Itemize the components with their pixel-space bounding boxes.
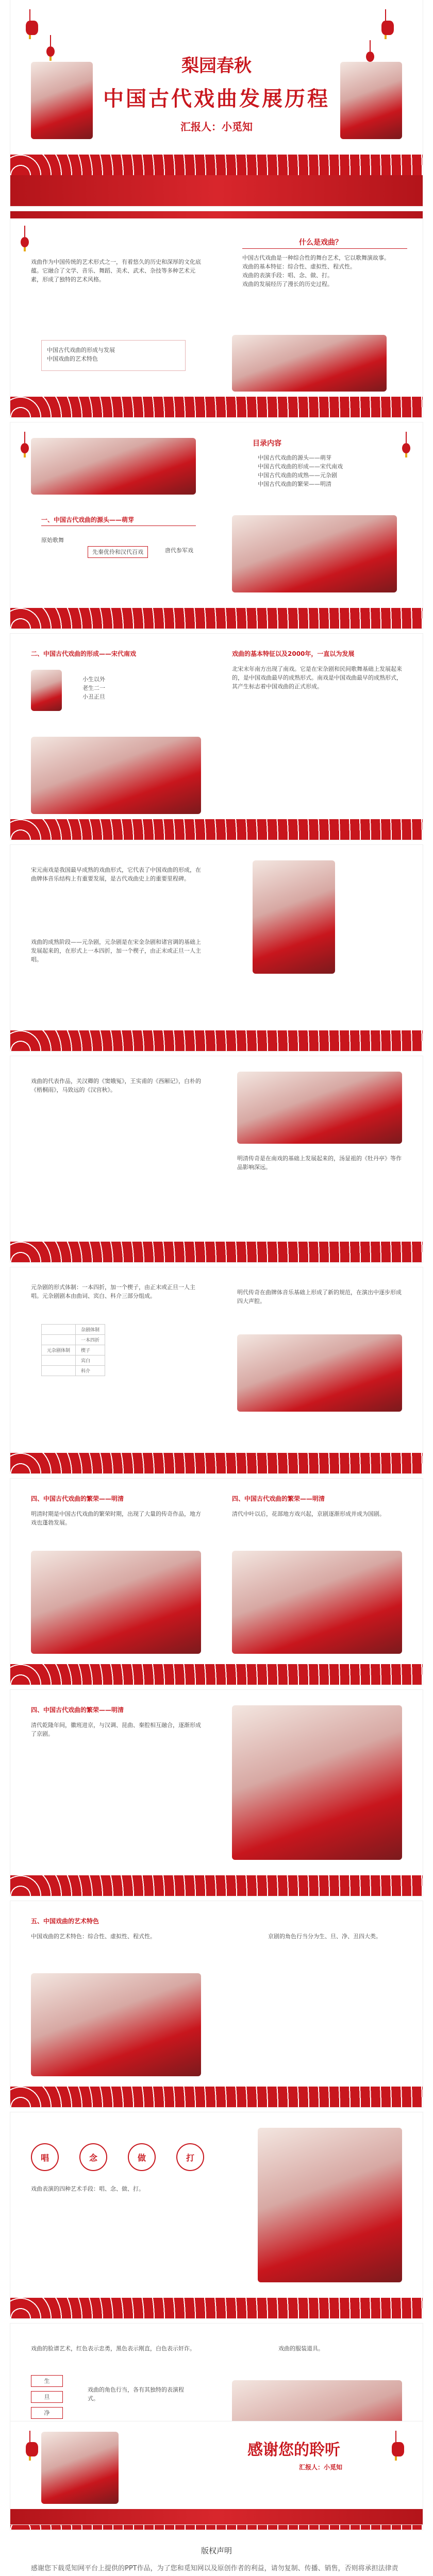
box-line: 中国戏曲的艺术特色 bbox=[47, 355, 98, 362]
option-item: 小丑正旦 bbox=[82, 693, 105, 700]
cloud-wave-decoration bbox=[10, 608, 423, 629]
lantern-icon bbox=[366, 52, 374, 62]
maturity-slide bbox=[10, 845, 423, 1051]
cloud-bar-decoration bbox=[10, 211, 423, 218]
cover-title-line1: 梨园春秋 bbox=[181, 56, 252, 76]
cloud-wave-decoration bbox=[10, 1453, 423, 1473]
table-cell bbox=[42, 1355, 76, 1366]
cloud-wave-decoration bbox=[10, 1030, 423, 1051]
makeup-paragraph: 戏曲的脸谱艺术，红色表示忠勇，黑色表示刚直，白色表示奸诈。 bbox=[31, 2345, 195, 2352]
end-reporter: 汇报人：小觅知 bbox=[299, 2464, 343, 2471]
section-tag: 四、中国古代戏曲的繁荣——明清 bbox=[31, 1706, 124, 1714]
copyright-section bbox=[0, 2545, 433, 2576]
section-tag: 戏曲的基本特征以及2000年，一直以为发展 bbox=[232, 650, 355, 657]
lantern-icon bbox=[21, 237, 29, 247]
structure-slide bbox=[10, 1267, 423, 1473]
lantern-icon bbox=[26, 2442, 38, 2456]
skill-item bbox=[176, 2143, 204, 2171]
flow-right: 唐代参军戏 bbox=[165, 547, 193, 554]
skill-label: 念 bbox=[89, 2153, 97, 2163]
skill-label: 做 bbox=[137, 2153, 146, 2163]
bullet-item: 中国古代戏曲是一种综合性的舞台艺术，它以歌舞演故事。 bbox=[242, 255, 390, 261]
features-right-paragraph: 京剧的角色行当分为生、旦、净、丑四大类。 bbox=[268, 1933, 381, 1940]
cover-title-line2: 中国古代戏曲发展历程 bbox=[103, 87, 330, 111]
peking-opera-slide bbox=[10, 1690, 423, 1896]
formation-paragraph: 北宋末年南方出现了南戏。它是在宋杂剧和民间歌舞基础上发展起来的，是中国戏曲最早的成熟形式。南戏是中国戏曲最早的成熟形式，其产生标志着中国戏曲的正式形成。 bbox=[232, 666, 402, 690]
table-cell: 一本四折 bbox=[76, 1335, 105, 1345]
role-label: 旦 bbox=[31, 2391, 63, 2403]
toc-item[interactable]: 中国古代戏曲的成熟——元杂剧 bbox=[258, 472, 337, 479]
options-list bbox=[82, 675, 105, 701]
opera-figure-image bbox=[31, 62, 93, 139]
structure-table bbox=[41, 1324, 105, 1376]
skills-icons bbox=[31, 2143, 204, 2171]
opera-figure-image bbox=[237, 1072, 402, 1144]
toc-slide bbox=[10, 422, 423, 629]
maturity-paragraph-right: 戏曲的成熟阶段——元杂剧，元杂剧是在宋金杂剧和诸宫调的基础上发展起来的，在形式上一本四折，加一个楔子，由正末或正旦一人主唱。 bbox=[31, 939, 201, 963]
table-cell bbox=[42, 1366, 76, 1376]
cloud-wave-decoration bbox=[10, 1664, 423, 1685]
table-row bbox=[42, 1366, 105, 1376]
flow-left: 原始歌舞 bbox=[41, 537, 64, 544]
opera-figure-image bbox=[41, 2432, 119, 2504]
peking-paragraph: 清代乾隆年间，徽班进京，与汉调、昆曲、秦腔相互融合，逐渐形成了京剧。 bbox=[31, 1722, 201, 1737]
prosperity-left-paragraph: 明清时期是中国古代戏曲的繁荣时期，出现了大量的传奇作品，地方戏也蓬勃发展。 bbox=[31, 1511, 201, 1526]
opera-figure-image bbox=[232, 335, 387, 392]
works-slide bbox=[10, 1056, 423, 1262]
opera-figure-image bbox=[253, 860, 335, 974]
cloud-wave-decoration bbox=[10, 2087, 423, 2107]
prosperity-slide bbox=[10, 1479, 423, 1685]
intro-bullets bbox=[242, 253, 407, 289]
cloud-wave-decoration bbox=[10, 1875, 423, 1896]
opera-figure-image bbox=[31, 438, 196, 495]
section-tag: 二、中国古代戏曲的形成——宋代南戏 bbox=[31, 650, 137, 657]
toc-list bbox=[258, 453, 402, 488]
table-cell bbox=[42, 1335, 76, 1345]
flow-mid: 先秦优伶和汉代百戏 bbox=[88, 546, 148, 558]
maturity-paragraph-left: 宋元南戏是我国最早成熟的戏曲形式，它代表了中国戏曲的形成，在曲牌体音乐结构上有重要发展，是古代戏曲史上的重要里程碑。 bbox=[31, 867, 201, 882]
end-thanks: 感谢您的聆听 bbox=[247, 2441, 340, 2459]
cloud-wave-decoration bbox=[10, 1242, 423, 1262]
section-tag: 五、中国戏曲的艺术特色 bbox=[31, 1918, 99, 1925]
table-cell: 科介 bbox=[76, 1366, 105, 1376]
opera-figure-image bbox=[31, 670, 62, 711]
bullet-item: 戏曲的表演手段：唱、念、做、打。 bbox=[242, 272, 333, 279]
option-item: 老生二一 bbox=[82, 685, 105, 691]
features-slide bbox=[10, 1901, 423, 2107]
table-cell: 楔子 bbox=[76, 1345, 105, 1355]
section-tag: 四、中国古代戏曲的繁荣——明清 bbox=[232, 1495, 325, 1502]
toc-item[interactable]: 中国古代戏曲的形成——宋代南戏 bbox=[258, 463, 343, 470]
skills-slide bbox=[10, 2112, 423, 2318]
features-paragraph: 中国戏曲的艺术特色：综合性、虚拟性、程式性。 bbox=[31, 1933, 156, 1940]
cloud-wave-decoration bbox=[10, 155, 423, 175]
cover-reporter: 汇报人：小觅知 bbox=[180, 121, 253, 133]
toc-item[interactable]: 中国古代戏曲的繁荣——明清 bbox=[258, 481, 331, 487]
intro-right-heading: 什么是戏曲？ bbox=[299, 239, 342, 247]
opera-figure-image bbox=[232, 1551, 402, 1654]
cover-slide bbox=[10, 0, 423, 206]
table-cell: 杂剧体制 bbox=[76, 1325, 105, 1335]
copyright-para1: 感谢您下载觅知网平台上提供的PPT作品，为了您和觅知网以及原创作者的利益，请勿复制、传播、销售，否则将承担法律责 bbox=[31, 2565, 398, 2572]
table-cell: 宾白 bbox=[76, 1355, 105, 1366]
opera-figure-image bbox=[232, 1705, 402, 1860]
skill-item bbox=[31, 2143, 59, 2171]
makeup-right-paragraph: 戏曲的服装道具。 bbox=[278, 2345, 324, 2352]
lantern-icon bbox=[381, 21, 394, 35]
opera-figure-image bbox=[31, 737, 201, 814]
bullet-item: 戏曲的基本特征：综合性、虚拟性、程式性。 bbox=[242, 263, 356, 270]
cloud-wave-decoration bbox=[10, 2298, 423, 2318]
role-label: 生 bbox=[31, 2375, 63, 2387]
lantern-icon bbox=[392, 2442, 404, 2456]
opera-figure-image bbox=[31, 1551, 201, 1654]
role-label: 净 bbox=[31, 2407, 63, 2419]
section-tag: 四、中国古代戏曲的繁荣——明清 bbox=[31, 1495, 124, 1502]
copyright-title: 版权声明 bbox=[201, 2546, 232, 2555]
table-cell bbox=[42, 1325, 76, 1335]
roles-paragraph: 戏曲的角色行当，各有其独特的表演程式。 bbox=[88, 2386, 184, 2402]
option-item: 小生以外 bbox=[82, 676, 105, 683]
structure-right-paragraph: 明代传奇在曲牌体音乐基础上形成了新的规范，在演出中逐步形成四大声腔。 bbox=[237, 1289, 402, 1304]
section-tag: 一、中国古代戏曲的源头——萌芽 bbox=[41, 516, 135, 523]
end-slide bbox=[10, 2421, 423, 2524]
structure-paragraph: 元杂剧的形式体制：一本四折，加一个楔子，由正末或正旦一人主唱。元杂剧剧本由曲词、宾白、科介三部分组成。 bbox=[31, 1284, 195, 1299]
lantern-icon bbox=[46, 46, 55, 57]
table-row bbox=[42, 1355, 105, 1366]
opera-figure-image bbox=[340, 62, 402, 139]
skill-item bbox=[79, 2143, 107, 2171]
table-cell: 元杂剧体制 bbox=[42, 1345, 76, 1355]
table-row bbox=[42, 1325, 105, 1335]
prosperity-right-paragraph: 清代中叶以后，花部地方戏兴起，京剧逐渐形成并成为国剧。 bbox=[232, 1511, 385, 1517]
skill-item bbox=[128, 2143, 156, 2171]
cloud-bar-decoration bbox=[10, 175, 423, 206]
toc-item[interactable]: 中国古代戏曲的源头——萌芽 bbox=[258, 454, 331, 461]
intro-box bbox=[41, 340, 186, 371]
opera-figure-image bbox=[232, 515, 397, 592]
skill-label: 打 bbox=[186, 2153, 194, 2163]
intro-slide bbox=[10, 211, 423, 417]
table-row bbox=[42, 1335, 105, 1345]
skill-label: 唱 bbox=[40, 2153, 49, 2163]
opera-figure-image bbox=[31, 1973, 201, 2076]
skills-paragraph: 戏曲表演的四种艺术手段：唱、念、做、打。 bbox=[31, 2185, 144, 2192]
cloud-wave-decoration bbox=[10, 819, 423, 840]
cloud-bar-decoration bbox=[10, 2509, 423, 2524]
opera-figure-image bbox=[258, 2128, 402, 2282]
box-line: 中国古代戏曲的形成与发展 bbox=[47, 347, 115, 353]
bullet-item: 戏曲的发展经历了漫长的历史过程。 bbox=[242, 281, 333, 287]
lantern-icon bbox=[402, 443, 410, 453]
opera-figure-image bbox=[237, 1334, 402, 1412]
toc-heading: 目录内容 bbox=[253, 439, 281, 448]
table-row bbox=[42, 1345, 105, 1355]
intro-text: 戏曲作为中国传统的艺术形式之一，有着悠久的历史和深厚的文化底蕴。它融合了文学、音乐、舞蹈、美术、武术、杂技等多种艺术元素，形成了独特的艺术风格。 bbox=[31, 259, 201, 283]
cloud-wave-decoration bbox=[10, 397, 423, 417]
works-caption: 明清传奇是在南戏的基础上发展起来的，汤显祖的《牡丹亭》等作品影响深远。 bbox=[237, 1155, 402, 1171]
lantern-icon bbox=[26, 21, 38, 35]
lantern-icon bbox=[21, 443, 29, 453]
works-paragraph: 戏曲的代表作品，关汉卿的《窦娥冤》，王实甫的《西厢记》，白朴的《梧桐雨》，马致远的《汉宫秋》。 bbox=[31, 1078, 201, 1093]
divider bbox=[242, 248, 407, 249]
formation-slide bbox=[10, 634, 423, 840]
